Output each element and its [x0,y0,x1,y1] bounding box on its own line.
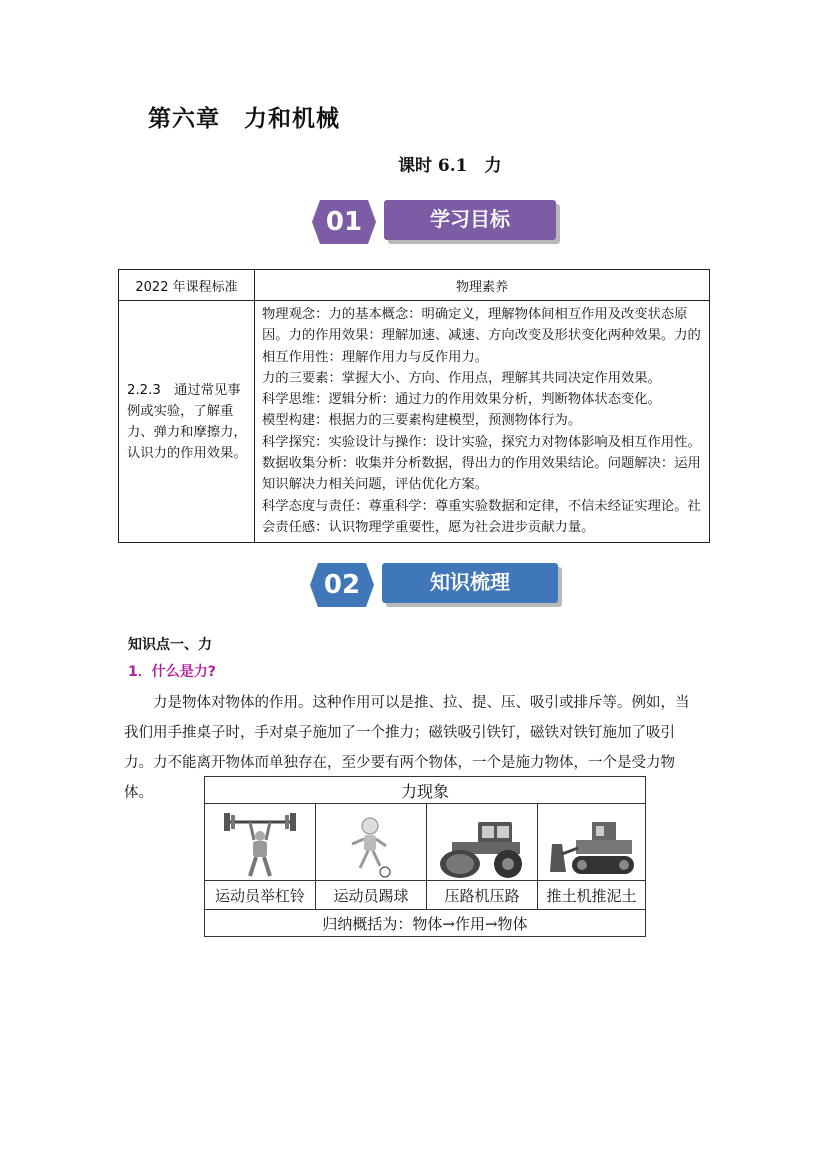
section-banner-knowledge [310,561,566,609]
lesson-title: 课时 6.1 力 [398,156,502,176]
phenomenon-caption: 运动员踢球 [316,881,427,910]
literacy-cell [255,301,710,543]
banner-number: 02 [323,570,361,600]
banner-label: 学习目标 [430,207,510,231]
weightlifter-icon [220,810,300,880]
phenomenon-image-cell [538,804,646,881]
banner-label: 知识梳理 [430,570,510,594]
phenomena-summary: 归纳概括为：物体→作用→物体 [205,910,646,937]
soccer-player-icon [336,810,406,880]
knowledge-point-heading: 知识点一、力 [128,637,212,653]
literacy-line: 科学探究：实验设计与操作：设计实验，探究力对物体影响及相互作用性。数据收集分析：收集并分析数据，得出力的作用效果结论。问题解决：运用知识解决力相关问题，评估优化方案。 [262,434,701,493]
phenomenon-caption: 运动员举杠铃 [205,881,316,910]
force-phenomena-table [204,776,646,937]
road-roller-icon [436,818,528,880]
literacy-line: 科学态度与责任：尊重科学：尊重实验数据和定律，不信未经证实理论。社会责任感：认识物理学重要性，愿为社会进步贡献力量。 [262,498,701,535]
phenomenon-caption: 推土机推泥土 [538,881,646,910]
header-literacy: 物理素养 [255,270,710,301]
literacy-line: 力的三要素：掌握大小、方向、作用点，理解其共同决定作用效果。 [262,370,661,386]
phenomenon-image-cell [316,804,427,881]
section-banner-goals [312,198,564,246]
phenomenon-image-cell [205,804,316,881]
standards-table [118,269,710,543]
phenomenon-image-cell [427,804,538,881]
bulldozer-icon [546,818,638,880]
standard-cell: 2.2.3 通过常见事例或实验，了解重力、弹力和摩擦力，认识力的作用效果。 [119,301,255,543]
phenomena-title: 力现象 [205,777,646,804]
literacy-line: 模型构建：根据力的三要素构建模型，预测物体行为。 [262,413,582,429]
header-standard: 2022 年课程标准 [119,270,255,301]
literacy-line: 物理观念：力的基本概念：明确定义，理解物体间相互作用及改变状态原因。力的作用效果：理解加速、减速、方向改变及形状变化两种效果。力的相互作用性：理解作用力与反作用力。 [262,307,701,365]
question-heading: 1．什么是力? [128,664,216,680]
phenomenon-caption: 压路机压路 [427,881,538,910]
chapter-title: 第六章 力和机械 [148,105,340,132]
body-paragraph: 力是物体对物体的作用。这种作用可以是推、拉、提、压、吸引或排斥等。例如，当我们用手推桌子时，手对桌子施加了一个推力；磁铁吸引铁钉，磁铁对铁钉施加了吸引力。力不能离开物体而单独存在，至少要有两个物体，一个是施力物体，一个是受力物体。 [124,695,690,801]
banner-number: 01 [325,207,363,237]
literacy-line: 科学思维：逻辑分析：通过力的作用效果分析，判断物体状态变化。 [262,392,661,408]
